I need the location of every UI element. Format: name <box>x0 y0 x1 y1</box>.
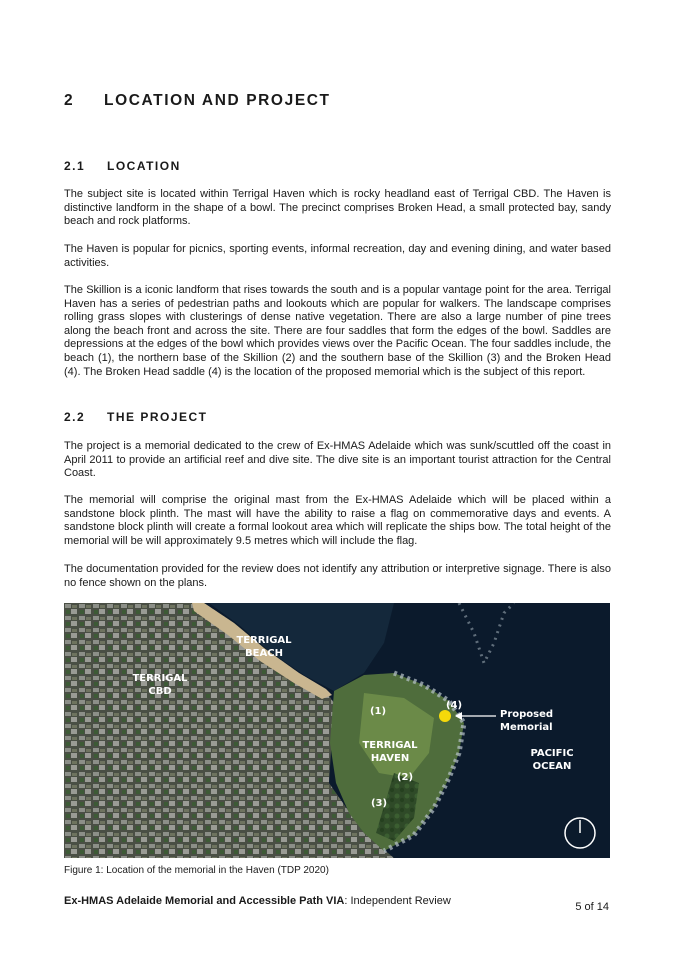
paragraph-location-2: The Haven is popular for picnics, sporting events, informal recreation, day and evening dining, and water based activities. <box>64 243 611 269</box>
label-terrigal-cbd-line2: CBD <box>148 686 172 697</box>
label-proposed-memorial-line2: Memorial <box>500 722 553 733</box>
paragraph-location-3: The Skillion is a iconic landform that rises towards the south and is a popular vantage point for the area. Terrigal Haven has a series of pedestrian paths and lookouts which are popular for walkers. The landscape comprises rolling grass slopes with clusterings of dense native vegetation. There are also a large number of pine trees along the beach front and across the site. There are four saddles that form the edges of the bowl. Saddles are depressions at the edges of the bowl which provides views over the Pacific Ocean. The four saddles include, the beach (1), the northern base of the Skillion (2) and the southern base of the Skillion (3) and the Broken Head (4). The Broken Head saddle (4) is the location of the proposed memorial which is the subject of this report. <box>64 284 611 378</box>
paragraph-location-1: The subject site is located within Terrigal Haven which is rocky headland east of Terrigal CBD. The Haven is distinctive landform in the shape of a bowl. The precinct comprises Broken Head, a small protected bay, sandy beach and rock platforms. <box>64 188 611 228</box>
aerial-map-image <box>64 603 610 858</box>
subsection-number: 2.2 <box>64 410 86 424</box>
footer-title-bold: Ex-HMAS Adelaide Memorial and Accessible Path VIA <box>64 895 345 907</box>
location-map <box>64 603 610 858</box>
label-saddle-1: (1) <box>369 706 387 717</box>
section-heading <box>64 92 331 110</box>
page-number: 5 of 14 <box>575 901 609 913</box>
label-terrigal-haven-line2: HAVEN <box>370 753 410 764</box>
paragraph-project-2: The memorial will comprise the original mast from the Ex-HMAS Adelaide which will be placed within a sandstone block plinth. The mast will have the ability to raise a flag on commemorative days and events. A sandstone block plinth will create a formal lookout area which will replicate the ships bow. The total height of the memorial will be will approximately 9.5 metres which will include the flag. <box>64 494 611 547</box>
subsection-heading-project <box>64 410 208 424</box>
label-pacific-ocean-line1: PACIFIC <box>530 748 574 759</box>
memorial-marker <box>439 710 451 722</box>
subsection-title: LOCATION <box>107 159 181 173</box>
paragraph-project-3: The documentation provided for the review does not identify any attribution or interpretive signage. There is also no fence shown on the plans. <box>64 563 611 589</box>
label-terrigal-haven-line1: TERRIGAL <box>362 740 418 751</box>
label-saddle-4: (4) <box>445 700 463 711</box>
subsection-number: 2.1 <box>64 159 86 173</box>
subsection-title: THE PROJECT <box>107 410 208 424</box>
footer-document-title <box>64 895 451 907</box>
label-terrigal-beach-line2: BEACH <box>245 648 283 659</box>
label-saddle-2: (2) <box>396 772 414 783</box>
label-pacific-ocean-line2: OCEAN <box>532 761 572 772</box>
section-title: LOCATION AND PROJECT <box>104 92 331 109</box>
section-number: 2 <box>64 92 75 109</box>
label-saddle-3: (3) <box>370 798 388 809</box>
label-terrigal-cbd-line1: TERRIGAL <box>132 673 188 684</box>
figure-caption: Figure 1: Location of the memorial in the Haven (TDP 2020) <box>64 865 329 876</box>
label-terrigal-beach-line1: TERRIGAL <box>236 635 292 646</box>
paragraph-project-1: The project is a memorial dedicated to the crew of Ex-HMAS Adelaide which was sunk/scuttled off the coast in April 2011 to provide an artificial reef and dive site. The dive site is an important tourist attraction for the Central Coast. <box>64 440 611 480</box>
label-proposed-memorial-line1: Proposed <box>500 709 554 720</box>
subsection-heading-location <box>64 159 181 173</box>
footer-title-rest: : Independent Review <box>344 895 451 907</box>
